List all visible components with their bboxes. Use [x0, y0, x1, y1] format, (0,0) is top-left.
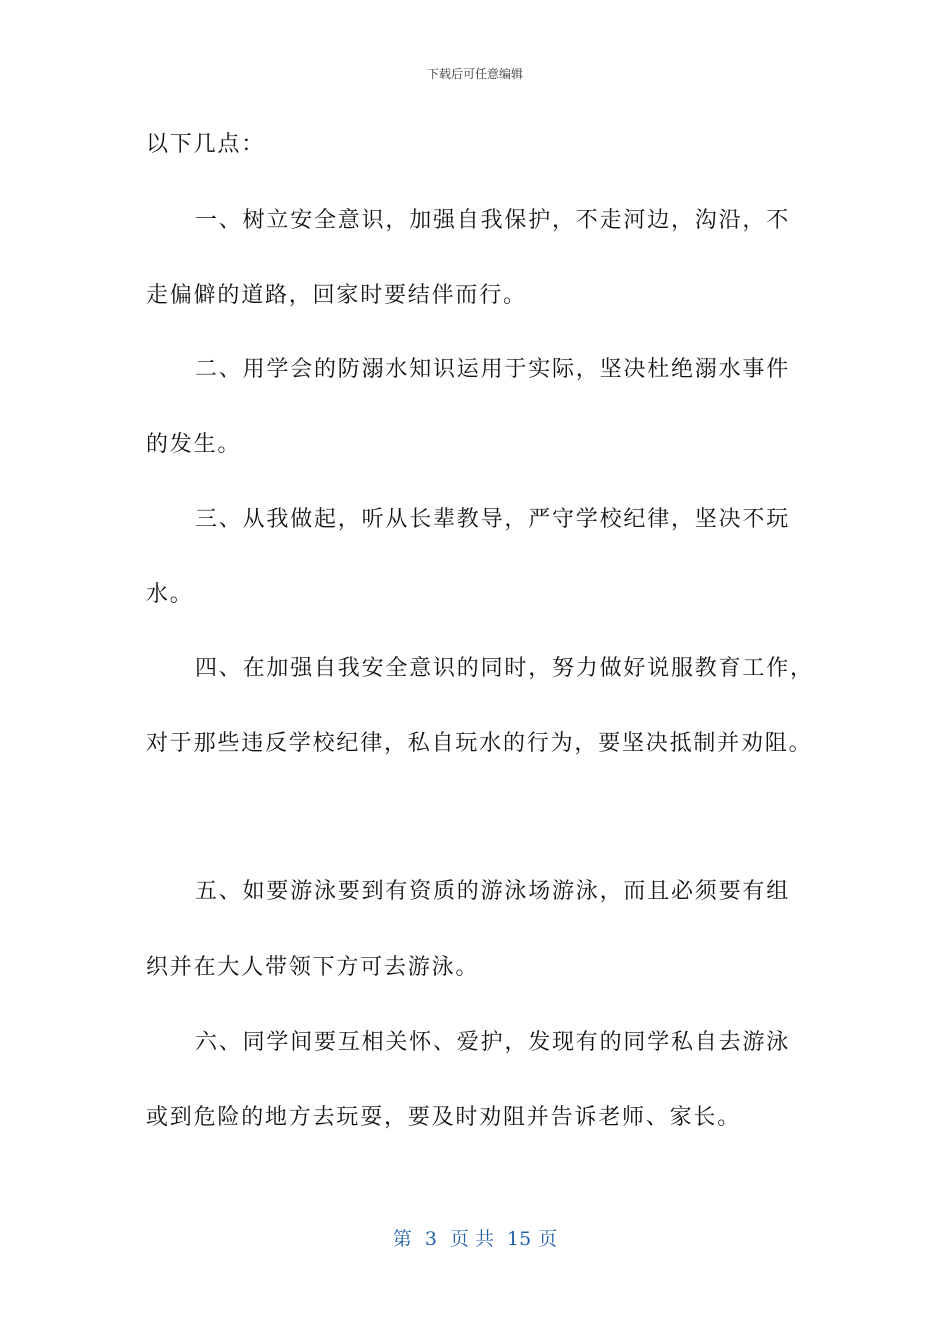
- body-line: 织并在大人带领下方可去游泳。: [146, 955, 480, 980]
- body-line: 二、用学会的防溺水知识运用于实际，坚决杜绝溺水事件: [195, 357, 791, 382]
- body-line: 水。: [146, 582, 194, 607]
- current-page-number: 3: [424, 1228, 437, 1250]
- page-footer: [0, 1226, 950, 1252]
- footer-prefix: 第: [392, 1228, 412, 1250]
- body-line: 以下几点：: [146, 132, 266, 157]
- total-pages-number: 15: [507, 1228, 532, 1250]
- body-line: 四、在加强自我安全意识的同时，努力做好说服教育工作，: [195, 656, 814, 681]
- body-line: 六、同学间要互相关怀、爱护，发现有的同学私自去游泳: [195, 1030, 791, 1055]
- body-line: 三、从我做起，听从长辈教导，严守学校纪律，坚决不玩: [195, 507, 791, 532]
- footer-middle: 页 共: [449, 1228, 494, 1250]
- body-line: 一、树立安全意识，加强自我保护，不走河边，沟沿，不: [195, 208, 791, 233]
- footer-suffix: 页: [538, 1228, 558, 1250]
- page-header: 下载后可任意编辑: [426, 67, 523, 81]
- body-line: 五、如要游泳要到有资质的游泳场游泳，而且必须要有组: [195, 879, 791, 904]
- body-line: 或到危险的地方去玩耍，要及时劝阻并告诉老师、家长。: [146, 1105, 742, 1130]
- body-line: 的发生。: [146, 432, 242, 457]
- body-line: 走偏僻的道路，回家时要结伴而行。: [146, 283, 527, 308]
- body-line: 对于那些违反学校纪律，私自玩水的行为，要坚决抵制并劝阻。: [146, 731, 813, 756]
